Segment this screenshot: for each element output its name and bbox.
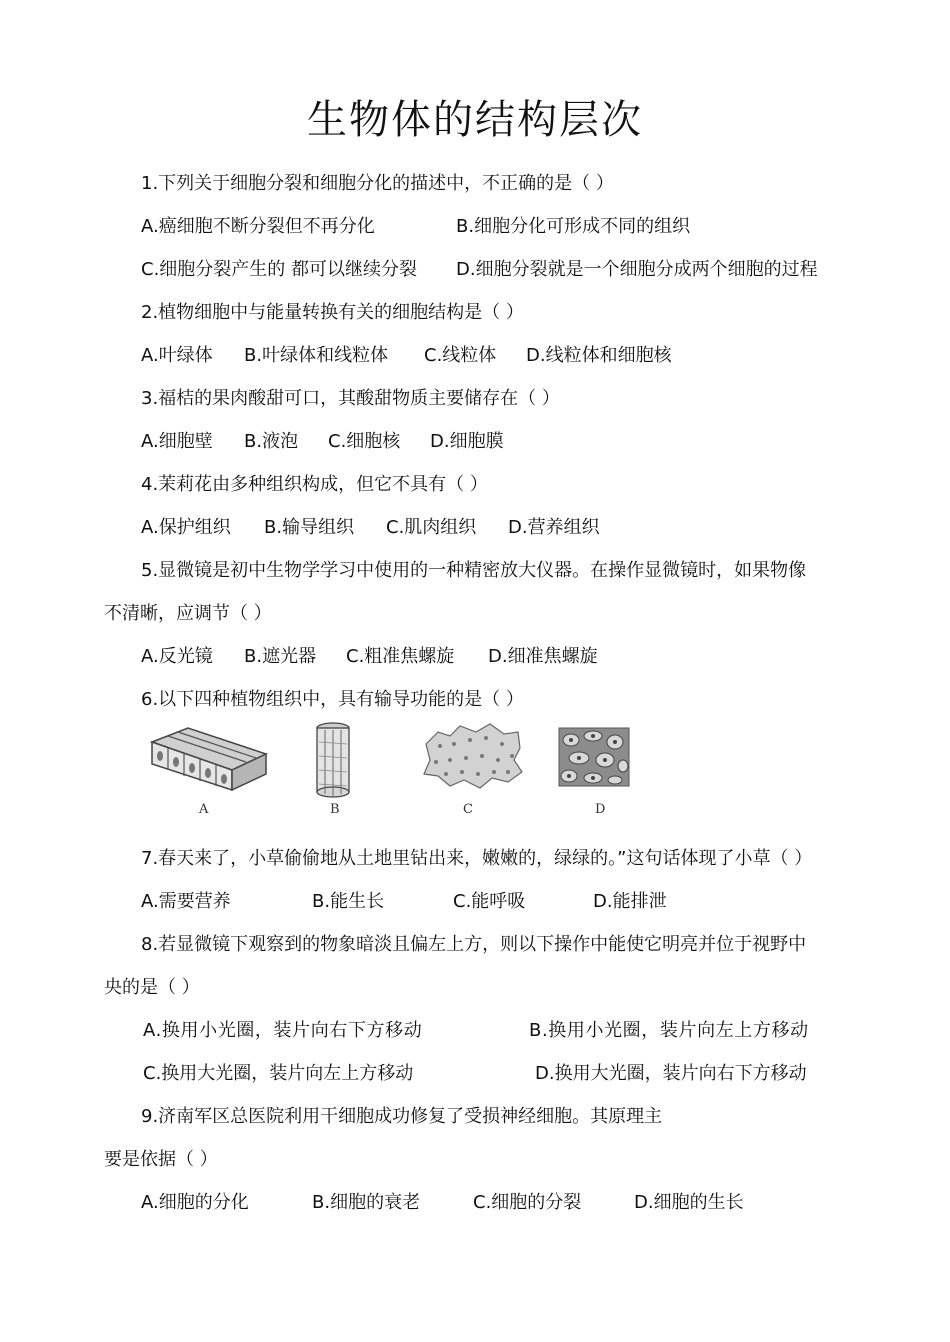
q1-option-d: D.细胞分裂就是一个细胞分成两个细胞的过程 [456, 259, 818, 280]
q4-option-c: C.肌肉组织 [386, 517, 477, 538]
q2-option-b: B.叶绿体和线粒体 [244, 345, 389, 366]
q5-option-d: D.细准焦螺旋 [488, 646, 598, 667]
question-5-stem-cont: 不清晰，应调节（ ） [104, 603, 272, 624]
q8-option-d: D.换用大光圈，装片向右下方移动 [535, 1063, 807, 1084]
q8-option-b: B.换用小光圈，装片向左上方移动 [529, 1020, 809, 1041]
question-9-stem: 9.济南军区总医院利用干细胞成功修复了受损神经细胞。其原理主 [141, 1106, 663, 1127]
q4-option-b: B.输导组织 [264, 517, 355, 538]
q7-option-c: C.能呼吸 [453, 891, 526, 912]
q4-option-a: A.保护组织 [141, 517, 231, 538]
question-9-stem-cont: 要是依据（ ） [104, 1149, 218, 1170]
q2-option-c: C.线粒体 [424, 345, 497, 366]
q7-option-b: B.能生长 [312, 891, 385, 912]
q1-option-c: C.细胞分裂产生的 都可以继续分裂 [141, 259, 418, 280]
figure-label-d: D [595, 802, 606, 817]
figure-label-c: C [463, 802, 473, 817]
q3-option-d: D.细胞膜 [430, 431, 504, 452]
tissue-figure-c [420, 722, 524, 790]
q9-option-c: C.细胞的分裂 [473, 1192, 582, 1213]
q2-option-d: D.线粒体和细胞核 [526, 345, 672, 366]
tissue-figure-d [555, 724, 633, 790]
q5-option-b: B.遮光器 [244, 646, 317, 667]
question-7-stem: 7.春天来了，小草偷偷地从土地里钻出来，嫩嫩的，绿绿的。”这句话体现了小草（ ） [141, 848, 813, 869]
q1-option-a: A.癌细胞不断分裂但不再分化 [141, 216, 375, 237]
question-2-stem: 2.植物细胞中与能量转换有关的细胞结构是（ ） [141, 302, 524, 323]
question-8-stem: 8.若显微镜下观察到的物象暗淡且偏左上方，则以下操作中能使它明亮并位于视野中 [141, 934, 807, 955]
tissue-figure-b [310, 722, 356, 798]
figure-label-a: A [199, 802, 209, 817]
question-8-stem-cont: 央的是（ ） [104, 977, 200, 998]
q7-option-a: A.需要营养 [141, 891, 231, 912]
tissue-figure-a [148, 724, 268, 794]
q7-option-d: D.能排泄 [593, 891, 667, 912]
q1-option-b: B.细胞分化可形成不同的组织 [456, 216, 691, 237]
q3-option-b: B.液泡 [244, 431, 299, 452]
page-title: 生物体的结构层次 [307, 97, 643, 143]
question-3-stem: 3.福桔的果肉酸甜可口，其酸甜物质主要储存在（ ） [141, 388, 560, 409]
q9-option-d: D.细胞的生长 [634, 1192, 744, 1213]
q9-option-a: A.细胞的分化 [141, 1192, 249, 1213]
q3-option-c: C.细胞核 [328, 431, 401, 452]
q2-option-a: A.叶绿体 [141, 345, 213, 366]
question-4-stem: 4.茉莉花由多种组织构成，但它不具有（ ） [141, 474, 488, 495]
question-5-stem: 5.显微镜是初中生物学学习中使用的一种精密放大仪器。在操作显微镜时，如果物像 [141, 560, 807, 581]
q3-option-a: A.细胞壁 [141, 431, 213, 452]
q5-option-c: C.粗准焦螺旋 [346, 646, 455, 667]
question-1-stem: 1.下列关于细胞分裂和细胞分化的描述中，不正确的是（ ） [141, 173, 614, 194]
q9-option-b: B.细胞的衰老 [312, 1192, 421, 1213]
q5-option-a: A.反光镜 [141, 646, 213, 667]
q8-option-c: C.换用大光圈，装片向左上方移动 [143, 1063, 414, 1084]
q4-option-d: D.营养组织 [508, 517, 600, 538]
question-6-stem: 6.以下四种植物组织中，具有输导功能的是（ ） [141, 689, 524, 710]
q8-option-a: A.换用小光圈，装片向右下方移动 [143, 1020, 423, 1041]
figure-label-b: B [330, 802, 340, 817]
